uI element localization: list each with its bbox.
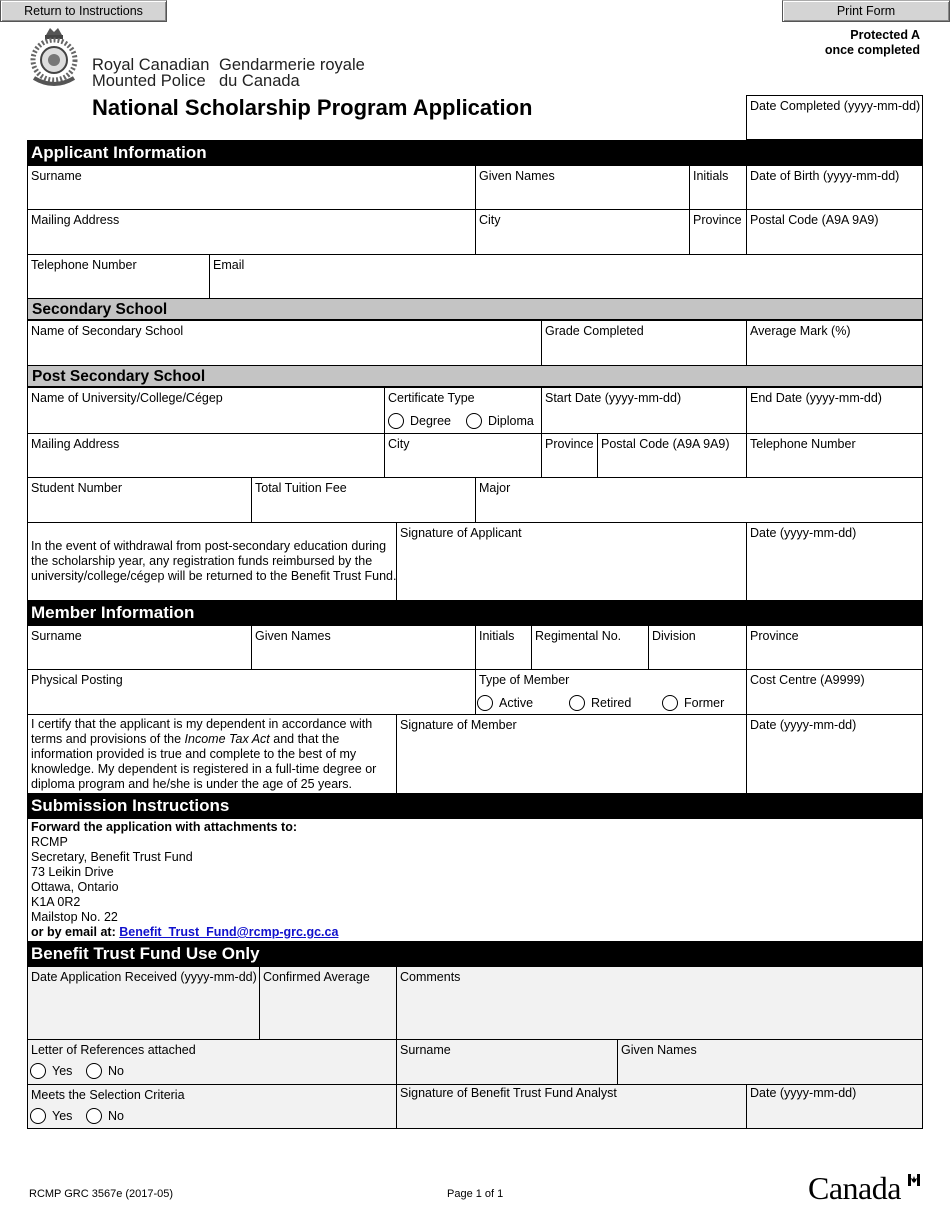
member-surname-field[interactable] <box>27 625 252 670</box>
field-label: City <box>479 213 501 227</box>
member-given-names-field[interactable] <box>251 625 476 670</box>
agency-en-line1: Royal Canadian <box>92 56 210 74</box>
institution-mailing-address-field[interactable] <box>27 433 385 478</box>
radio-circle-icon <box>466 413 482 429</box>
radio-label: Yes <box>52 1109 73 1123</box>
field-label: Initials <box>693 169 729 183</box>
member-initials-field[interactable] <box>475 625 532 670</box>
field-label: Physical Posting <box>31 673 123 687</box>
btf-given-names-field[interactable] <box>617 1039 923 1085</box>
submission-email-link[interactable]: Benefit_Trust_Fund@rcmp-grc.gc.ca <box>119 925 339 939</box>
institution-province-field[interactable] <box>541 433 598 478</box>
radio-label: Degree <box>410 414 451 428</box>
radio-circle-icon <box>86 1108 102 1124</box>
former-radio[interactable] <box>662 695 724 711</box>
field-label: Signature of Member <box>400 718 517 732</box>
agency-fr-line2: du Canada <box>219 72 300 90</box>
field-label: Letter of References attached <box>31 1043 196 1057</box>
retired-radio[interactable] <box>569 695 631 711</box>
address-line: RCMP <box>31 835 68 849</box>
field-label: Name of Secondary School <box>31 324 184 338</box>
agency-en-line2: Mounted Police <box>92 72 206 90</box>
field-label: Comments <box>400 970 461 984</box>
student-number-field[interactable] <box>27 477 252 523</box>
radio-circle-icon <box>30 1108 46 1124</box>
protected-line2: once completed <box>824 43 920 57</box>
applicant-email-field[interactable] <box>209 254 923 299</box>
applicant-dob-field[interactable] <box>746 165 923 210</box>
canada-wordmark-text: Canada <box>808 1170 901 1206</box>
address-line: Secretary, Benefit Trust Fund <box>31 850 193 864</box>
comments-field[interactable] <box>396 966 923 1040</box>
address-line: Mailstop No. 22 <box>31 910 118 924</box>
email-prefix: or by email at: <box>31 925 120 939</box>
field-label: Telephone Number <box>31 258 137 272</box>
field-label: Regimental No. <box>535 629 622 643</box>
canada-wordmark <box>808 1170 901 1207</box>
address-line: 73 Leikin Drive <box>31 865 114 879</box>
section-submission-instructions: Submission Instructions <box>27 793 923 819</box>
letter-of-references-group <box>27 1039 397 1085</box>
applicant-province-field[interactable] <box>689 209 747 255</box>
radio-label: Former <box>684 696 725 710</box>
field-label: Name of University/College/Cégep <box>31 391 223 405</box>
major-field[interactable] <box>475 477 923 523</box>
field-label: Postal Code (A9A 9A9) <box>750 213 879 227</box>
field-label: Signature of Benefit Trust Fund Analyst <box>400 1086 617 1100</box>
section-benefit-trust-fund: Benefit Trust Fund Use Only <box>27 941 923 967</box>
field-label: Email <box>213 258 245 272</box>
field-label: Province <box>545 437 594 451</box>
forward-heading: Forward the application with attachments to: <box>31 820 297 834</box>
radio-label: No <box>108 1109 124 1123</box>
field-label: Certificate Type <box>388 391 475 405</box>
institution-city-field[interactable] <box>384 433 542 478</box>
applicant-surname-field[interactable] <box>27 165 476 210</box>
applicant-initials-field[interactable] <box>689 165 747 210</box>
field-label: Average Mark (%) <box>750 324 851 338</box>
field-label: Total Tuition Fee <box>255 481 347 495</box>
criteria-yes-radio[interactable] <box>30 1108 72 1124</box>
protected-line1: Protected A <box>850 28 920 42</box>
section-post-secondary-school: Post Secondary School <box>27 365 923 387</box>
radio-circle-icon <box>569 695 585 711</box>
regimental-number-field[interactable] <box>531 625 649 670</box>
confirmed-average-field[interactable] <box>259 966 397 1040</box>
radio-circle-icon <box>86 1063 102 1079</box>
date-completed-label: Date Completed (yyyy-mm-dd) <box>750 99 921 113</box>
field-label: Date of Birth (yyyy-mm-dd) <box>750 169 900 183</box>
submission-address <box>31 820 338 940</box>
field-label: End Date (yyyy-mm-dd) <box>750 391 882 405</box>
member-signature-date-field[interactable] <box>746 714 923 794</box>
certification-text-part1: I certify that the applicant is my dependent in accordance with terms and provisions of the <box>31 717 373 746</box>
radio-label: Diploma <box>488 414 534 428</box>
agency-fr-line1: Gendarmerie royale <box>219 56 365 74</box>
agency-name-english <box>92 57 209 89</box>
applicant-postal-code-field[interactable] <box>746 209 923 255</box>
certification-text <box>31 717 393 792</box>
print-form-button[interactable]: Print Form <box>782 0 950 22</box>
start-date-field[interactable] <box>541 387 747 434</box>
agency-name-french <box>219 57 365 89</box>
field-label: Major <box>479 481 511 495</box>
field-label: Confirmed Average <box>263 970 370 984</box>
applicant-signature-date-field[interactable] <box>746 522 923 601</box>
address-line: K1A 0R2 <box>31 895 81 909</box>
applicant-given-names-field[interactable] <box>475 165 690 210</box>
field-label: Province <box>750 629 799 643</box>
analyst-signature-date-field[interactable] <box>746 1084 923 1129</box>
income-tax-act: Income Tax Act <box>184 732 270 746</box>
withdrawal-notice-text: In the event of withdrawal from post-secondary education during the scholarship year, any registration funds reimbursed by the university/college/cégep will be returned to the Benefit Trust Fund. <box>31 539 397 583</box>
field-label: Surname <box>31 169 82 183</box>
date-application-received-field[interactable] <box>27 966 260 1040</box>
rcmp-crest-icon <box>26 26 82 90</box>
page-number: Page 1 of 1 <box>447 1188 504 1200</box>
applicant-signature-field[interactable] <box>396 522 747 601</box>
grade-completed-field[interactable] <box>541 320 747 366</box>
division-field[interactable] <box>648 625 747 670</box>
institution-postal-code-field[interactable] <box>597 433 747 478</box>
radio-circle-icon <box>477 695 493 711</box>
field-label: Mailing Address <box>31 213 120 227</box>
physical-posting-field[interactable] <box>27 669 476 715</box>
applicant-mailing-address-field[interactable] <box>27 209 476 255</box>
field-label: Telephone Number <box>750 437 856 451</box>
field-label: City <box>388 437 410 451</box>
references-no-radio[interactable] <box>86 1063 124 1079</box>
field-label: Date (yyyy-mm-dd) <box>750 718 857 732</box>
applicant-telephone-field[interactable] <box>27 254 210 299</box>
field-label: Start Date (yyyy-mm-dd) <box>545 391 682 405</box>
field-label: Mailing Address <box>31 437 120 451</box>
end-date-field[interactable] <box>746 387 923 434</box>
field-label: Date (yyyy-mm-dd) <box>750 526 857 540</box>
radio-label: Retired <box>591 696 632 710</box>
applicant-city-field[interactable] <box>475 209 690 255</box>
flag-icon <box>908 1174 920 1186</box>
institution-telephone-field[interactable] <box>746 433 923 478</box>
field-label: Type of Member <box>479 673 570 687</box>
radio-label: Yes <box>52 1064 73 1078</box>
member-province-field[interactable] <box>746 625 923 670</box>
radio-circle-icon <box>662 695 678 711</box>
field-label: Surname <box>31 629 82 643</box>
radio-label: No <box>108 1064 124 1078</box>
average-mark-field[interactable] <box>746 320 923 366</box>
active-radio[interactable] <box>477 695 533 711</box>
field-label: Given Names <box>255 629 331 643</box>
field-label: Initials <box>479 629 515 643</box>
secondary-school-name-field[interactable] <box>27 320 542 366</box>
field-label: Given Names <box>621 1043 697 1057</box>
diploma-radio[interactable] <box>466 413 534 429</box>
field-label: Given Names <box>479 169 555 183</box>
protected-notice <box>825 28 920 58</box>
section-member-information: Member Information <box>27 600 923 626</box>
date-completed-field[interactable] <box>746 95 923 140</box>
total-tuition-fee-field[interactable] <box>251 477 476 523</box>
selection-criteria-group <box>27 1084 397 1129</box>
btf-surname-field[interactable] <box>396 1039 618 1085</box>
member-signature-field[interactable] <box>396 714 747 794</box>
degree-radio[interactable] <box>388 413 451 429</box>
field-label: Grade Completed <box>545 324 644 338</box>
cost-centre-field[interactable] <box>746 669 923 715</box>
radio-circle-icon <box>388 413 404 429</box>
references-yes-radio[interactable] <box>30 1063 72 1079</box>
field-label: Division <box>652 629 696 643</box>
radio-label: Active <box>499 696 534 710</box>
section-secondary-school: Secondary School <box>27 298 923 320</box>
field-label: Cost Centre (A9999) <box>750 673 865 687</box>
certification-text-part2: and that the information provided is true and complete to the best of my knowledge. My dependent is registered in a full-time degree or diploma program and he/she is under the age of 25 years. <box>31 732 377 791</box>
field-label: Student Number <box>31 481 123 495</box>
field-label: Postal Code (A9A 9A9) <box>601 437 730 451</box>
section-applicant-information: Applicant Information <box>27 140 923 166</box>
criteria-no-radio[interactable] <box>86 1108 124 1124</box>
radio-circle-icon <box>30 1063 46 1079</box>
field-label: Meets the Selection Criteria <box>31 1088 185 1102</box>
page-title: National Scholarship Program Application <box>92 95 533 120</box>
field-label: Signature of Applicant <box>400 526 522 540</box>
analyst-signature-field[interactable] <box>396 1084 747 1129</box>
field-label: Date Application Received (yyyy-mm-dd) <box>31 970 257 984</box>
field-label: Date (yyyy-mm-dd) <box>750 1086 857 1100</box>
institution-name-field[interactable] <box>27 387 385 434</box>
form-identifier: RCMP GRC 3567e (2017-05) <box>29 1188 174 1200</box>
return-to-instructions-button[interactable]: Return to Instructions <box>0 0 167 22</box>
field-label: Province <box>693 213 742 227</box>
address-line: Ottawa, Ontario <box>31 880 119 894</box>
field-label: Surname <box>400 1043 451 1057</box>
